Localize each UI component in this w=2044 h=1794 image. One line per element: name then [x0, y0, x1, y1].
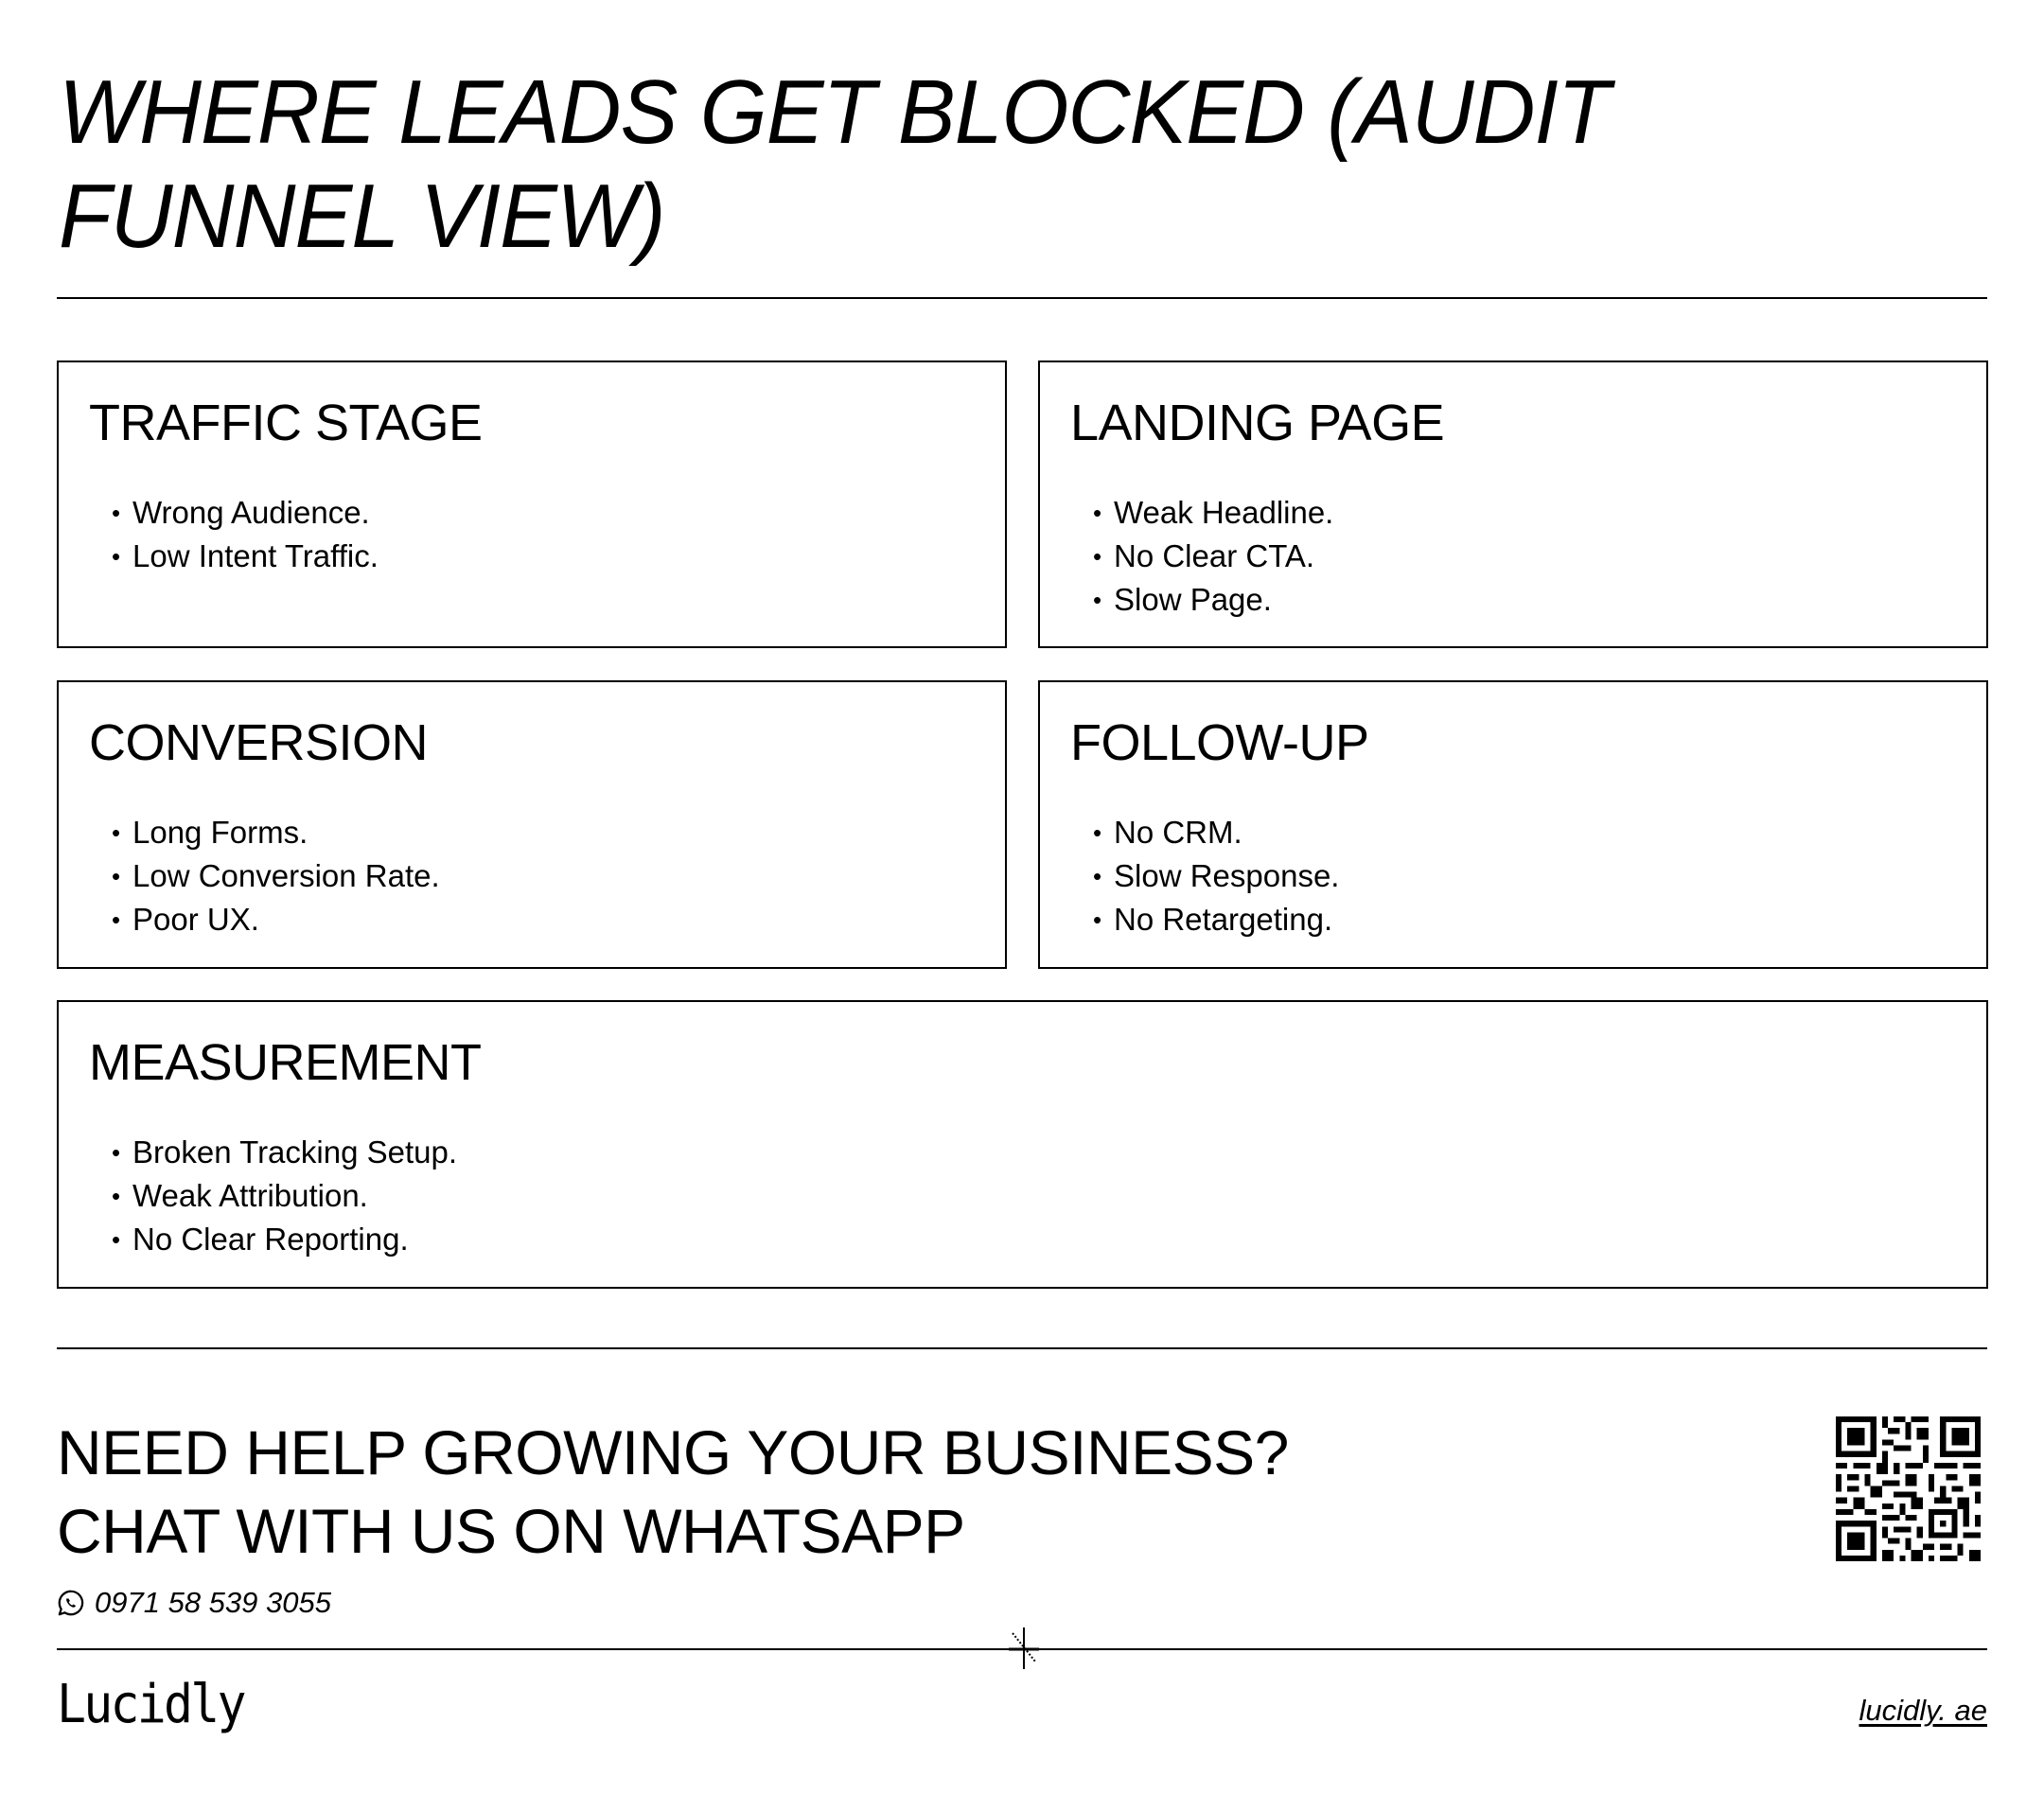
list-item: • Wrong Audience. — [87, 491, 379, 535]
list-item: • Poor UX. — [87, 898, 440, 941]
footer-divider — [57, 1347, 1987, 1349]
card-landing-page — [1038, 361, 1988, 648]
brand-logo: Lucidly — [57, 1674, 244, 1735]
cta-heading — [57, 1414, 1289, 1571]
bullet-icon: • — [112, 1225, 121, 1254]
list-item: • Long Forms. — [87, 811, 440, 854]
card-title: LANDING PAGE — [1070, 395, 1445, 451]
list-item: • No Clear Reporting. — [87, 1218, 457, 1261]
card-conversion — [57, 680, 1007, 969]
list-item: • Slow Response. — [1068, 854, 1339, 898]
title-divider — [57, 297, 1987, 299]
list-item: • No Retargeting. — [1068, 898, 1339, 941]
crosshair-star-icon — [1001, 1626, 1047, 1671]
card-traffic-stage — [57, 361, 1007, 648]
list-item: • Low Intent Traffic. — [87, 535, 379, 578]
list-item: • Weak Headline. — [1068, 491, 1333, 535]
issue-list — [1068, 811, 1339, 941]
list-item: • Slow Page. — [1068, 578, 1333, 622]
bullet-icon: • — [112, 1138, 121, 1167]
bullet-icon: • — [1093, 542, 1102, 571]
list-item: • Weak Attribution. — [87, 1174, 457, 1218]
bullet-icon: • — [112, 906, 121, 934]
bullet-icon: • — [1093, 906, 1102, 934]
bullet-icon: • — [1093, 586, 1102, 614]
bullet-icon: • — [112, 542, 121, 571]
qr-code-icon[interactable] — [1836, 1416, 1981, 1561]
page-title: WHERE LEADS GET BLOCKED (AUDIT FUNNEL VIEW) — [59, 62, 1610, 267]
bullet-icon: • — [112, 499, 121, 527]
whatsapp-phone-link[interactable] — [57, 1586, 331, 1620]
list-item: • Low Conversion Rate. — [87, 854, 440, 898]
issue-list — [87, 811, 440, 941]
issue-list — [87, 1131, 457, 1261]
whatsapp-icon — [57, 1589, 85, 1617]
bullet-icon: • — [1093, 862, 1102, 890]
card-title: CONVERSION — [89, 714, 429, 771]
list-item: • No CRM. — [1068, 811, 1339, 854]
card-measurement — [57, 1000, 1988, 1289]
card-follow-up — [1038, 680, 1988, 969]
list-item: • Broken Tracking Setup. — [87, 1131, 457, 1174]
bullet-icon: • — [1093, 499, 1102, 527]
issue-list — [87, 491, 379, 578]
cta-line-2: CHAT WITH US ON WHATSAPP — [57, 1496, 965, 1566]
card-title: FOLLOW-UP — [1070, 714, 1369, 771]
bullet-icon: • — [112, 1182, 121, 1210]
bullet-icon: • — [1093, 818, 1102, 847]
bullet-icon: • — [112, 818, 121, 847]
phone-number: 0971 58 539 3055 — [95, 1586, 331, 1619]
card-title: TRAFFIC STAGE — [89, 395, 483, 451]
issue-list — [1068, 491, 1333, 622]
cta-line-1: NEED HELP GROWING YOUR BUSINESS? — [57, 1417, 1289, 1487]
website-link[interactable]: lucidly. ae — [1859, 1694, 1987, 1727]
card-title: MEASUREMENT — [89, 1034, 482, 1091]
bullet-icon: • — [112, 862, 121, 890]
list-item: • No Clear CTA. — [1068, 535, 1333, 578]
